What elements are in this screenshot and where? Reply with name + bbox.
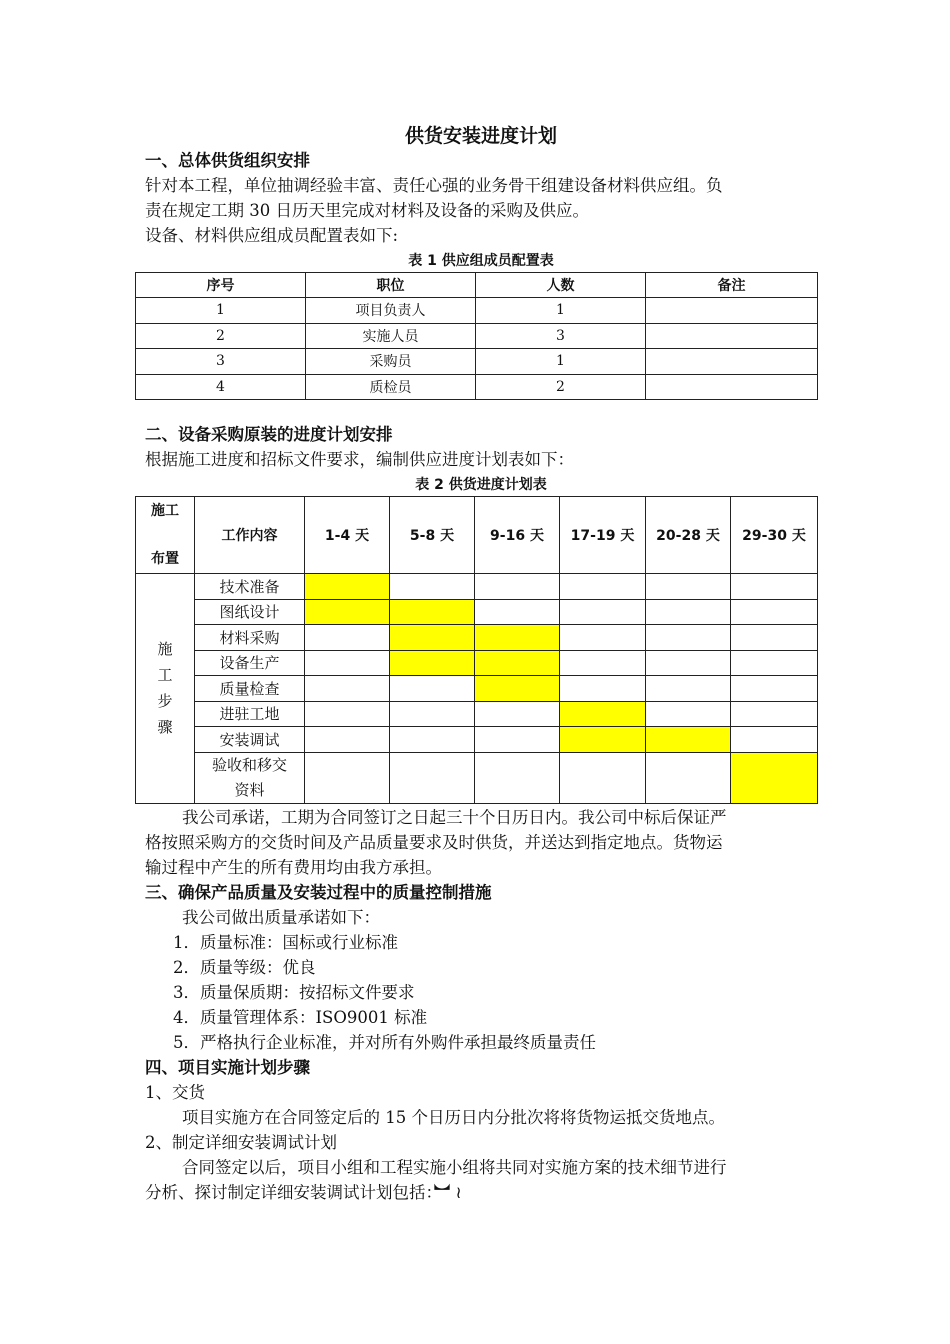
task-name: 安装调试 — [219, 730, 280, 749]
task-name-cell — [195, 701, 305, 727]
header-cell-layout — [136, 497, 195, 574]
gantt-empty-cell — [390, 676, 475, 702]
table-cell: 4 — [136, 374, 306, 400]
table-1-caption: 表 1 供应组成员配置表 — [408, 253, 554, 269]
text-line: 输过程中产生的所有费用均由我方承担。 — [145, 857, 442, 877]
task-name-line2: 资料 — [234, 780, 265, 799]
section-2-heading: 二、设备采购原装的进度计划安排 — [145, 425, 393, 444]
gantt-empty-cell — [646, 599, 731, 625]
gantt-bar-cell — [390, 625, 475, 651]
gantt-empty-cell — [731, 676, 818, 702]
text-line: 我公司承诺，工期为合同签订之日起三十个日历日内。我公司中标后保证严 — [182, 807, 727, 827]
table-cell: 2 — [476, 374, 646, 400]
list-item: 2．质量等级：优良 — [173, 957, 316, 977]
task-name: 材料采购 — [219, 628, 280, 647]
gantt-empty-cell — [475, 701, 560, 727]
gantt-empty-cell — [731, 599, 818, 625]
document-title: 供货安装进度计划 — [404, 125, 557, 147]
table-row — [136, 323, 818, 349]
task-name: 进驻工地 — [219, 705, 280, 724]
list-item: 5．严格执行企业标准，并对所有外购件承担最终质量责任 — [173, 1032, 596, 1052]
gantt-bar-cell — [560, 727, 646, 753]
task-name: 图纸设计 — [219, 603, 280, 622]
gantt-empty-cell — [390, 574, 475, 600]
table-cell — [646, 298, 818, 324]
gantt-bar-cell — [305, 599, 390, 625]
gantt-empty-cell — [475, 752, 560, 803]
schedule-row — [136, 574, 818, 600]
vertical-char: 工 — [157, 666, 173, 685]
table-cell: 1 — [476, 349, 646, 375]
gantt-bar-cell — [390, 650, 475, 676]
gantt-empty-cell — [390, 727, 475, 753]
list-item: 3．质量保质期：按招标文件要求 — [173, 982, 415, 1002]
table-cell — [646, 323, 818, 349]
commitment-paragraph — [145, 805, 817, 830]
task-name-cell — [195, 727, 305, 753]
gantt-bar-cell — [390, 599, 475, 625]
schedule-row — [136, 676, 818, 702]
header-cell-content: 工作内容 — [195, 497, 305, 574]
table-header-row — [136, 273, 818, 298]
text-line: 责在规定工期 30 日历天里完成对材料及设备的采购及供应。 — [145, 201, 589, 220]
vertical-char: 步 — [157, 692, 173, 711]
task-name-cell — [195, 574, 305, 600]
header-cell-period: 1-4 天 — [305, 497, 390, 574]
gantt-empty-cell — [646, 625, 731, 651]
table-cell: 项目负责人 — [306, 298, 476, 324]
subsection-2-text-cont: 分析、探讨制定详细安装调试计划包括：︼ ≀ — [145, 1182, 462, 1202]
text-line: 针对本工程，单位抽调经验丰富、责任心强的业务骨干组建设备材料供应组。负 — [145, 176, 723, 195]
gantt-bar-cell — [475, 625, 560, 651]
gantt-empty-cell — [646, 650, 731, 676]
header-cell-period: 20-28 天 — [646, 497, 731, 574]
commitment-paragraph-cont — [145, 830, 817, 880]
construction-steps-label — [136, 574, 195, 804]
schedule-header-row — [136, 497, 818, 574]
document-page — [145, 118, 817, 1205]
schedule-row — [136, 625, 818, 651]
gantt-empty-cell — [646, 676, 731, 702]
header-text: 布置 — [151, 551, 179, 567]
task-name-cell — [195, 752, 305, 803]
gantt-bar-cell — [305, 574, 390, 600]
gantt-empty-cell — [646, 574, 731, 600]
section-4-heading: 四、项目实施计划步骤 — [145, 1057, 310, 1077]
gantt-empty-cell — [731, 650, 818, 676]
table-row — [136, 349, 818, 375]
section-1-heading: 一、总体供货组织安排 — [145, 151, 310, 170]
gantt-empty-cell — [390, 752, 475, 803]
task-name-cell — [195, 650, 305, 676]
gantt-bar-cell — [475, 676, 560, 702]
gantt-bar-cell — [560, 701, 646, 727]
gantt-empty-cell — [731, 701, 818, 727]
gantt-empty-cell — [731, 727, 818, 753]
gantt-empty-cell — [560, 752, 646, 803]
list-item: 4．质量管理体系：ISO9001 标准 — [173, 1007, 428, 1027]
table-cell: 3 — [136, 349, 306, 375]
header-cell-period: 5-8 天 — [390, 497, 475, 574]
header-cell: 职位 — [306, 273, 476, 298]
section-3-intro: 我公司做出质量承诺如下： — [182, 907, 380, 927]
gantt-empty-cell — [646, 701, 731, 727]
table-cell: 1 — [476, 298, 646, 324]
task-name-cell — [195, 625, 305, 651]
quality-list — [145, 930, 817, 1055]
gantt-empty-cell — [305, 676, 390, 702]
schedule-table — [135, 496, 818, 804]
subsection-1-text: 项目实施方在合同签定后的 15 个日历日内分批次将将货物运抵交货地点。 — [182, 1107, 725, 1127]
table-cell — [646, 349, 818, 375]
table-cell — [646, 374, 818, 400]
task-name: 设备生产 — [219, 654, 280, 673]
gantt-empty-cell — [560, 676, 646, 702]
gantt-empty-cell — [560, 625, 646, 651]
section-3-heading: 三、确保产品质量及安装过程中的质量控制措施 — [145, 882, 492, 902]
subsection-2-text: 合同签定以后，项目小组和工程实施小组将共同对实施方案的技术细节进行 — [182, 1157, 727, 1177]
schedule-row — [136, 650, 818, 676]
gantt-bar-cell — [475, 650, 560, 676]
subsection-1-title: 1、交货 — [145, 1082, 205, 1102]
table-cell: 3 — [476, 323, 646, 349]
gantt-empty-cell — [560, 574, 646, 600]
gantt-empty-cell — [731, 625, 818, 651]
header-cell: 备注 — [646, 273, 818, 298]
gantt-empty-cell — [560, 650, 646, 676]
gantt-empty-cell — [305, 625, 390, 651]
text-line: 格按照采购方的交货时间及产品质量要求及时供货，并送达到指定地点。货物运 — [145, 832, 723, 852]
header-text: 施工 — [151, 503, 179, 519]
task-name: 技术准备 — [219, 577, 280, 596]
gantt-empty-cell — [305, 727, 390, 753]
section-1-intro: 设备、材料供应组成员配置表如下: — [145, 226, 399, 245]
section-2-intro: 根据施工进度和招标文件要求，编制供应进度计划表如下： — [145, 450, 574, 469]
gantt-empty-cell — [390, 701, 475, 727]
gantt-empty-cell — [731, 574, 818, 600]
vertical-char: 施 — [157, 640, 173, 659]
task-name: 质量检查 — [219, 679, 280, 698]
header-cell: 人数 — [476, 273, 646, 298]
header-cell-period: 9-16 天 — [475, 497, 560, 574]
gantt-empty-cell — [305, 650, 390, 676]
table-cell: 2 — [136, 323, 306, 349]
gantt-empty-cell — [305, 752, 390, 803]
table-cell: 质检员 — [306, 374, 476, 400]
task-name-cell — [195, 599, 305, 625]
schedule-row — [136, 727, 818, 753]
list-item: 1．质量标准：国标或行业标准 — [173, 932, 398, 952]
gantt-empty-cell — [646, 752, 731, 803]
gantt-empty-cell — [305, 701, 390, 727]
gantt-bar-cell — [731, 752, 818, 803]
gantt-empty-cell — [475, 727, 560, 753]
gantt-empty-cell — [475, 574, 560, 600]
schedule-row — [136, 752, 818, 803]
gantt-empty-cell — [560, 599, 646, 625]
section-1-paragraph — [145, 173, 817, 223]
table-row — [136, 298, 818, 324]
task-name-cell — [195, 676, 305, 702]
task-name: 验收和移交 — [211, 755, 287, 774]
table-2-caption: 表 2 供货进度计划表 — [415, 477, 547, 493]
table-row — [136, 374, 818, 400]
gantt-empty-cell — [475, 599, 560, 625]
table-cell: 实施人员 — [306, 323, 476, 349]
table-cell: 采购员 — [306, 349, 476, 375]
schedule-row — [136, 599, 818, 625]
table-cell: 1 — [136, 298, 306, 324]
header-cell: 序号 — [136, 273, 306, 298]
header-cell-period: 29-30 天 — [731, 497, 818, 574]
header-cell-period: 17-19 天 — [560, 497, 646, 574]
staff-table — [135, 272, 818, 400]
gantt-bar-cell — [646, 727, 731, 753]
schedule-row — [136, 701, 818, 727]
vertical-char: 骤 — [157, 718, 173, 737]
subsection-2-title: 2、制定详细安装调试计划 — [145, 1132, 337, 1152]
